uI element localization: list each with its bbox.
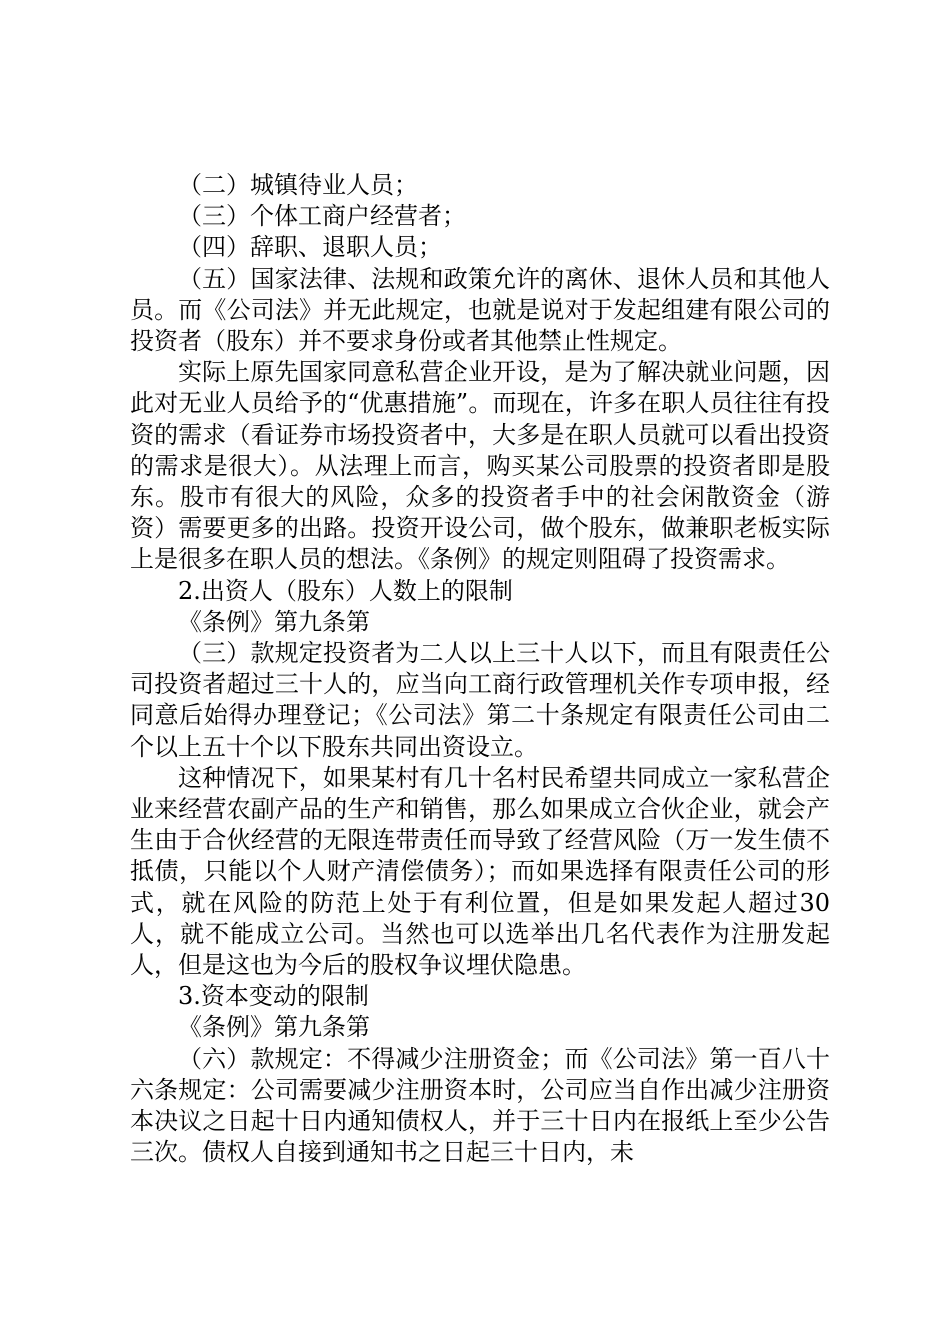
paragraph-item-5: （五）国家法律、法规和政策允许的离休、退休人员和其他人员。而《公司法》并无此规定，也就是说对于发起组建有限公司的投资者（股东）并不要求身份或者其他禁止性规定。 <box>130 264 830 356</box>
paragraph-item-4: （四）辞职、退职人员； <box>178 233 442 262</box>
paragraph-village-example: 这种情况下，如果某村有几十名村民希望共同成立一家私营企业来经营农副产品的生产和销售，那么如果成立合伙企业，就会产生由于合伙经营的无限连带责任而导致了经营风险（万一发生债不抵债，只能以个人财产清偿债务）；而如果选择有限责任公司的形式，就在风险的防范上处于有利位置，但是如果发起人超过30人，就不能成立公司。当然也可以选举出几名代表作为注册发起人，但是这也为今后的股权争议埋伏隐患。 <box>130 763 830 980</box>
section-heading-capital-change: 3.资本变动的限制 <box>178 982 369 1011</box>
paragraph-item-3: （三）个体工商户经营者； <box>178 202 466 231</box>
paragraph-regulation-ref-1: 《条例》第九条第 <box>178 607 370 636</box>
paragraph-item-2: （二）城镇待业人员； <box>178 171 418 199</box>
paragraph-employment-rationale: 实际上原先国家同意私营企业开设，是为了解决就业问题，因此对无业人员给予的“优惠措施”。而现在，许多在职人员往往有投资的需求（看证券市场投资者中，大多是在职人员就可以看出投资的需求是很大）。从法理上而言，购买某公司股票的投资者即是股东。股市有很大的风险，众多的投资者手中的社会闲散资金（游资）需要更多的出路。投资开设公司，做个股东，做兼职老板实际上是很多在职人员的想法。《条例》的规定则阻碍了投资需求。 <box>130 358 830 574</box>
paragraph-regulation-ref-2: 《条例》第九条第 <box>178 1013 370 1042</box>
paragraph-capital-reduction: （六）款规定：不得减少注册资金；而《公司法》第一百八十六条规定：公司需要减少注册资本时，公司应当自作出减少注册资本决议之日起十日内通知债权人，并于三十日内在报纸上至少公告三次。债权人自接到通知书之日起三十日内，未 <box>130 1044 830 1167</box>
paragraph-investor-limit: （三）款规定投资者为二人以上三十人以下，而且有限责任公司投资者超过三十人的，应当向工商行政管理机关作专项申报，经同意后始得办理登记；《公司法》第二十条规定有限责任公司由二个以上五十个以下股东共同出资设立。 <box>130 639 830 761</box>
document-page <box>130 170 830 1169</box>
section-heading-investor-count: 2.出资人（股东）人数上的限制 <box>178 576 513 605</box>
